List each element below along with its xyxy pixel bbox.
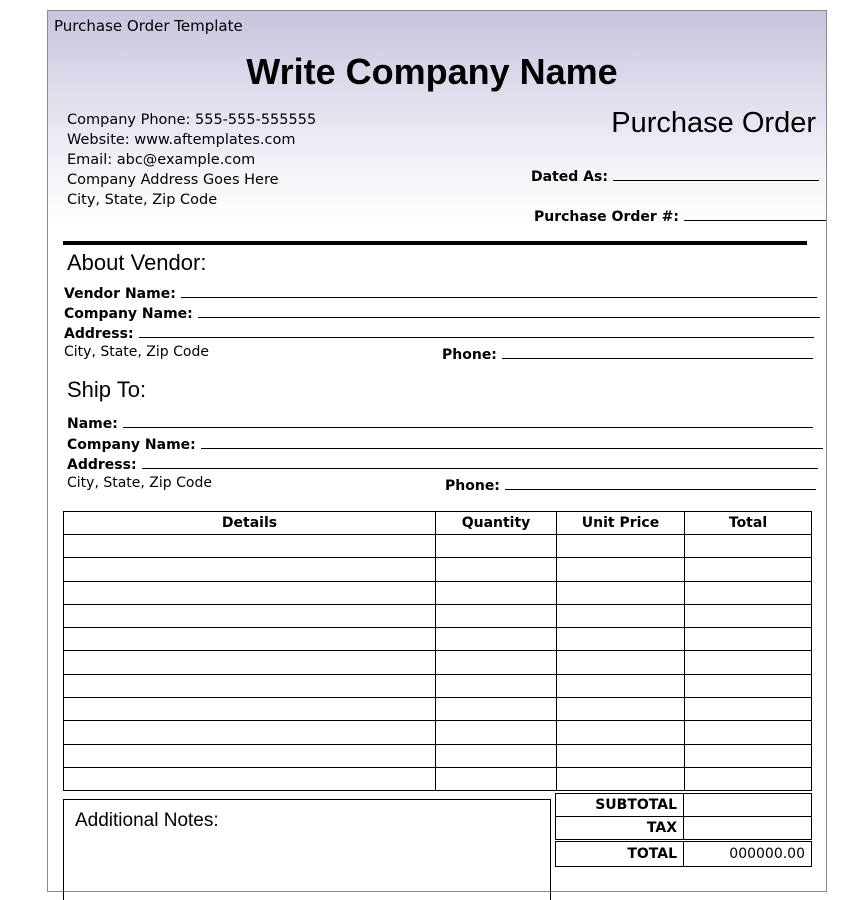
table-row (64, 581, 812, 604)
po-number-label: Purchase Order #: (534, 209, 679, 225)
company-name[interactable]: Write Company Name (246, 51, 618, 92)
total-value[interactable]: 000000.00 (684, 841, 812, 867)
cell-details[interactable] (64, 558, 436, 581)
cell-quantity[interactable] (436, 698, 557, 721)
cell-total[interactable] (685, 674, 812, 697)
ship-to-phone-label: Phone: (445, 478, 500, 494)
table-row (64, 604, 812, 627)
vendor-phone-label: Phone: (442, 347, 497, 363)
table-row (64, 674, 812, 697)
cell-quantity[interactable] (436, 604, 557, 627)
cell-unit-price[interactable] (557, 674, 685, 697)
cell-quantity[interactable] (436, 651, 557, 674)
cell-quantity[interactable] (436, 744, 557, 767)
ship-to-name-label: Name: (67, 416, 118, 432)
dated-as-label: Dated As: (531, 169, 608, 185)
vendor-address-line[interactable] (139, 324, 814, 338)
table-row (64, 558, 812, 581)
cell-details[interactable] (64, 674, 436, 697)
vendor-city-state-zip[interactable]: City, State, Zip Code (64, 344, 209, 360)
po-number-line[interactable] (684, 207, 826, 221)
table-row (64, 744, 812, 767)
ship-to-company-field[interactable] (67, 434, 823, 453)
cell-total[interactable] (685, 558, 812, 581)
cell-total[interactable] (685, 767, 812, 790)
cell-details[interactable] (64, 604, 436, 627)
ship-to-address-line[interactable] (142, 455, 818, 469)
ship-to-city-state-zip[interactable]: City, State, Zip Code (67, 475, 212, 491)
cell-details[interactable] (64, 628, 436, 651)
vendor-address-label: Address: (64, 326, 134, 342)
table-row (64, 698, 812, 721)
table-row (64, 651, 812, 674)
additional-notes-box[interactable] (63, 799, 551, 900)
cell-unit-price[interactable] (557, 628, 685, 651)
ship-to-phone-field[interactable] (445, 475, 816, 494)
vendor-company-field[interactable] (64, 303, 820, 322)
cell-quantity[interactable] (436, 674, 557, 697)
dated-as-line[interactable] (613, 167, 819, 181)
items-table (63, 511, 812, 791)
column-header-total: Total (685, 512, 812, 535)
cell-total[interactable] (685, 628, 812, 651)
cell-total[interactable] (685, 651, 812, 674)
cell-unit-price[interactable] (557, 651, 685, 674)
company-phone[interactable]: Company Phone: 555-555-555555 (67, 112, 317, 128)
cell-unit-price[interactable] (557, 558, 685, 581)
purchase-order-page (47, 10, 827, 892)
tax-value[interactable] (684, 817, 812, 841)
company-address[interactable]: Company Address Goes Here (67, 172, 279, 188)
cell-unit-price[interactable] (557, 767, 685, 790)
cell-total[interactable] (685, 604, 812, 627)
cell-details[interactable] (64, 767, 436, 790)
ship-to-name-line[interactable] (123, 414, 813, 428)
document-title: Purchase Order (611, 107, 816, 139)
ship-to-address-field[interactable] (67, 454, 818, 473)
additional-notes-label: Additional Notes: (75, 810, 219, 831)
company-website[interactable]: Website: www.aftemplates.com (67, 132, 296, 148)
cell-total[interactable] (685, 698, 812, 721)
cell-quantity[interactable] (436, 628, 557, 651)
cell-details[interactable] (64, 698, 436, 721)
subtotal-label: SUBTOTAL (556, 794, 684, 817)
total-label: TOTAL (556, 841, 684, 867)
cell-unit-price[interactable] (557, 698, 685, 721)
cell-quantity[interactable] (436, 535, 557, 558)
company-email[interactable]: Email: abc@example.com (67, 152, 256, 168)
ship-to-company-line[interactable] (201, 435, 823, 449)
vendor-company-line[interactable] (198, 304, 820, 318)
ship-to-name-field[interactable] (67, 413, 813, 432)
vendor-name-label: Vendor Name: (64, 286, 176, 302)
items-header-row (64, 512, 812, 535)
vendor-name-line[interactable] (181, 284, 817, 298)
cell-quantity[interactable] (436, 767, 557, 790)
vendor-phone-line[interactable] (502, 345, 813, 359)
ship-to-heading: Ship To: (67, 377, 147, 402)
vendor-address-field[interactable] (64, 323, 814, 342)
cell-quantity[interactable] (436, 558, 557, 581)
cell-unit-price[interactable] (557, 721, 685, 744)
header-divider (63, 241, 807, 245)
cell-unit-price[interactable] (557, 604, 685, 627)
table-row (64, 721, 812, 744)
ship-to-company-label: Company Name: (67, 437, 196, 453)
cell-quantity[interactable] (436, 721, 557, 744)
ship-to-phone-line[interactable] (505, 476, 816, 490)
items-body (64, 535, 812, 791)
column-header-unit-price: Unit Price (557, 512, 685, 535)
total-row (556, 841, 812, 867)
subtotal-value[interactable] (684, 794, 812, 817)
column-header-details: Details (64, 512, 436, 535)
column-header-quantity: Quantity (436, 512, 557, 535)
tax-label: TAX (556, 817, 684, 841)
cell-quantity[interactable] (436, 581, 557, 604)
po-number-field[interactable] (534, 206, 826, 225)
vendor-name-field[interactable] (64, 283, 817, 302)
cell-unit-price[interactable] (557, 535, 685, 558)
cell-details[interactable] (64, 744, 436, 767)
vendor-company-label: Company Name: (64, 306, 193, 322)
vendor-heading: About Vendor: (67, 250, 207, 275)
cell-unit-price[interactable] (557, 581, 685, 604)
company-city-state-zip[interactable]: City, State, Zip Code (67, 192, 218, 208)
vendor-phone-field[interactable] (442, 344, 813, 363)
cell-details[interactable] (64, 535, 436, 558)
cell-total[interactable] (685, 535, 812, 558)
template-title: Purchase Order Template (54, 17, 243, 35)
table-row (64, 767, 812, 790)
table-row (64, 535, 812, 558)
tax-row (556, 817, 812, 841)
totals-table (555, 793, 812, 867)
cell-details[interactable] (64, 721, 436, 744)
cell-unit-price[interactable] (557, 744, 685, 767)
cell-total[interactable] (685, 581, 812, 604)
dated-as-field[interactable] (531, 166, 819, 185)
cell-total[interactable] (685, 744, 812, 767)
ship-to-address-label: Address: (67, 457, 137, 473)
cell-details[interactable] (64, 651, 436, 674)
subtotal-row (556, 794, 812, 817)
cell-details[interactable] (64, 581, 436, 604)
table-row (64, 628, 812, 651)
cell-total[interactable] (685, 721, 812, 744)
